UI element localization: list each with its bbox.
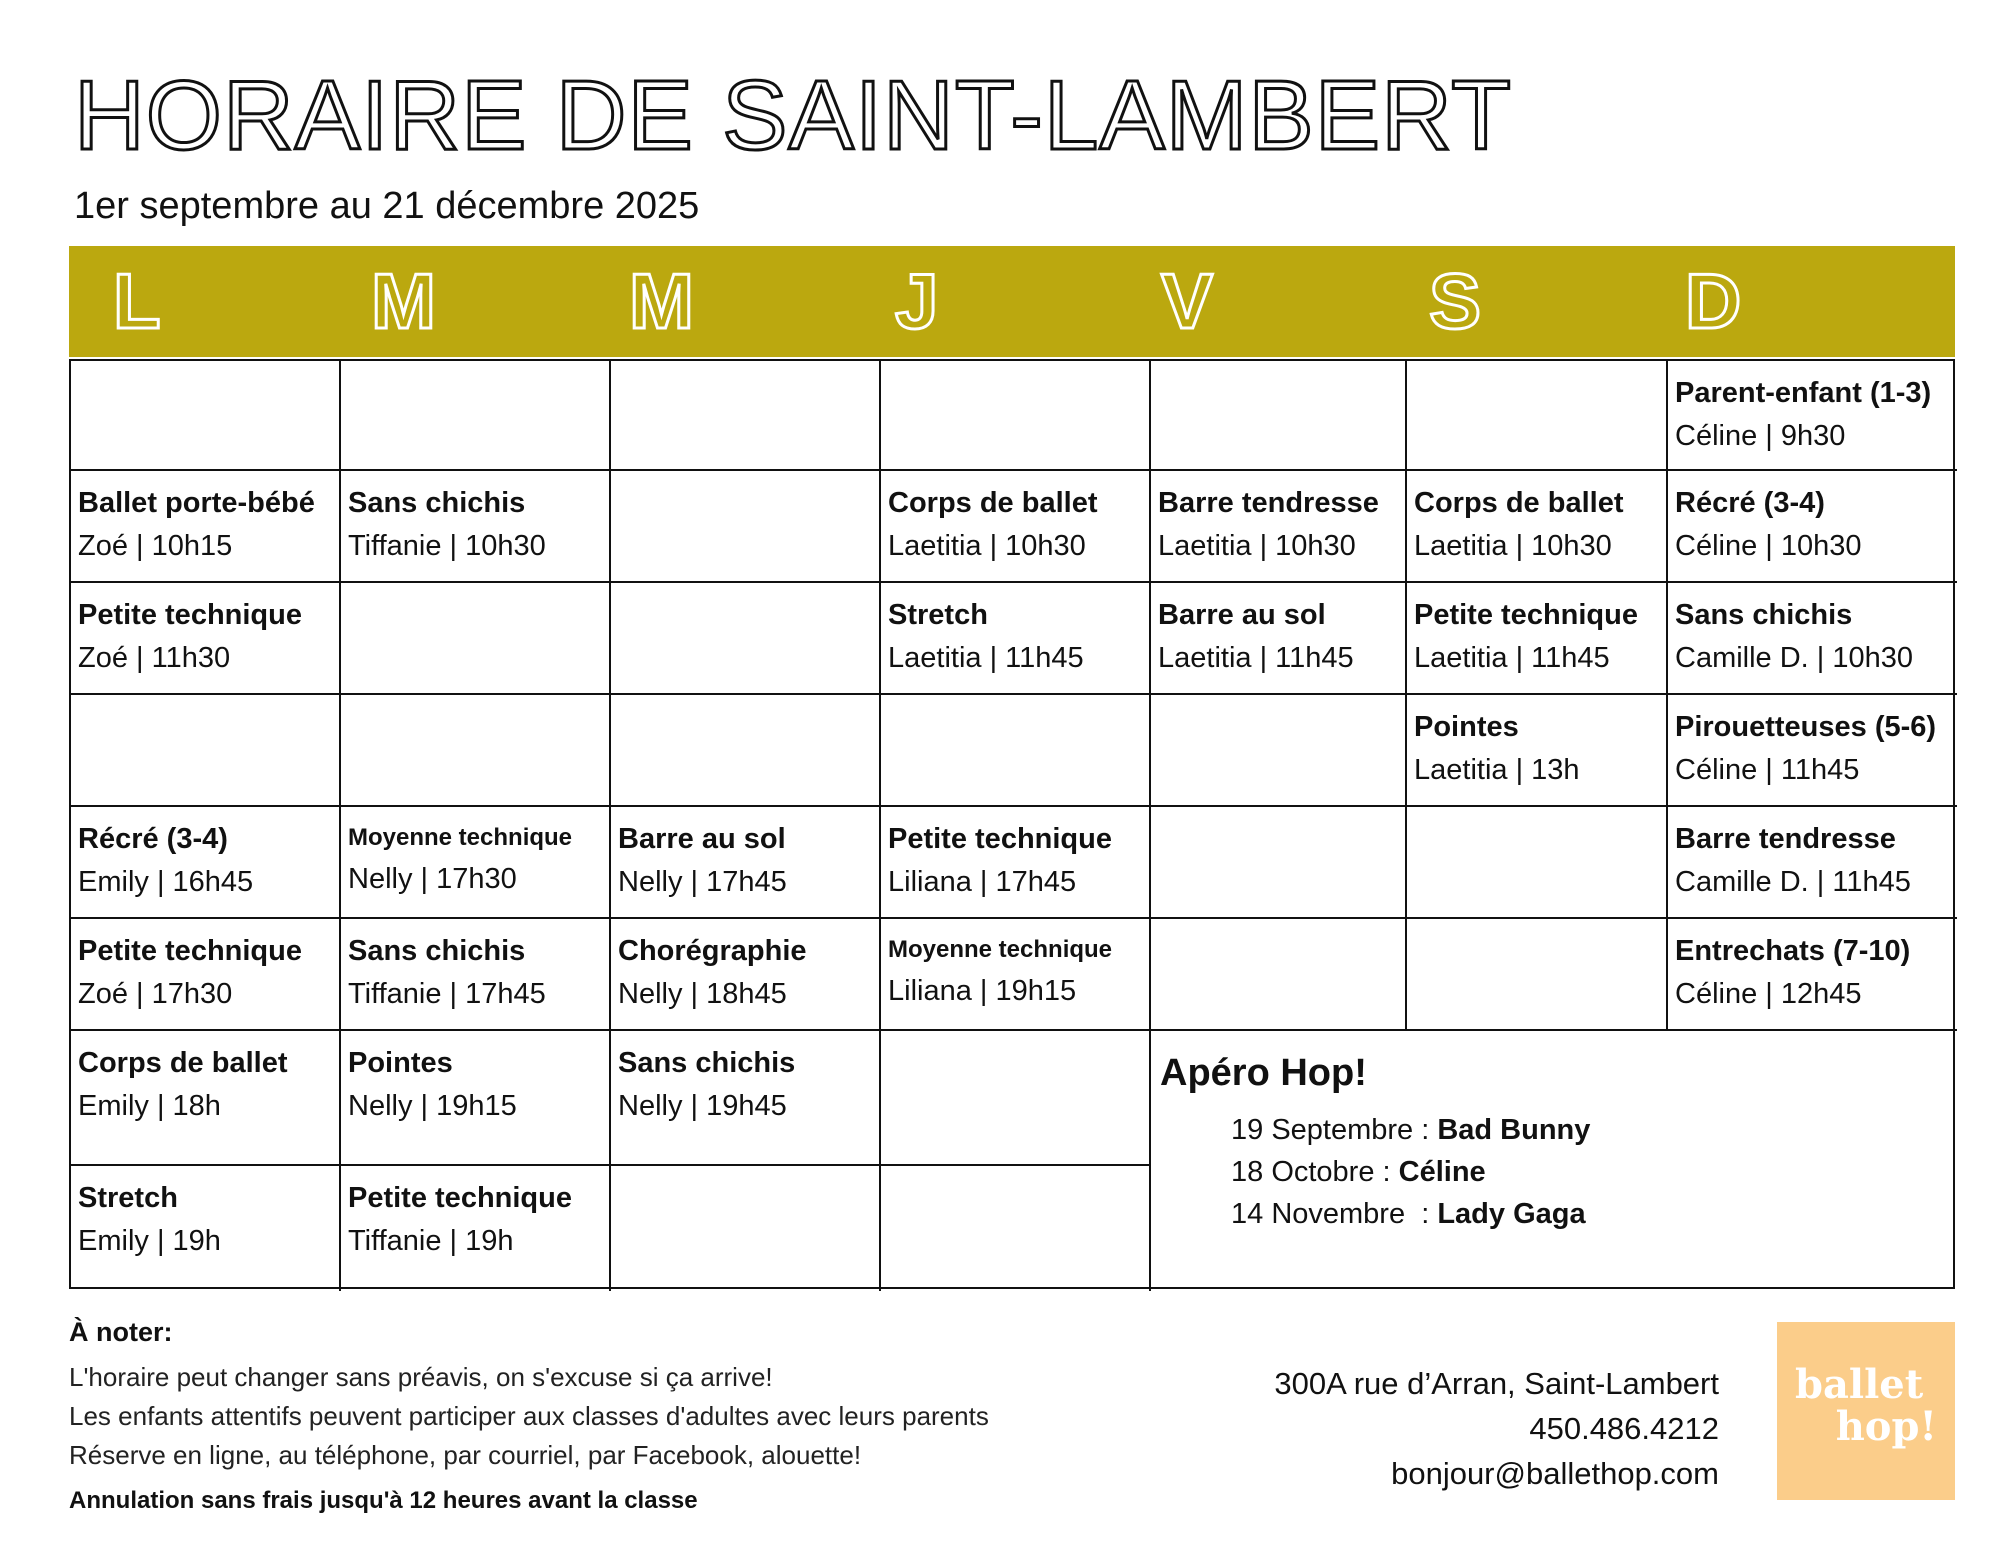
schedule-cell (1149, 917, 1407, 1031)
cancellation-policy: Annulation sans frais jusqu'à 12 heures avant la classe (69, 1487, 698, 1515)
schedule-cell (609, 1164, 881, 1291)
class-teacher-time: Laetitia | 10h30 (1158, 529, 1356, 562)
class-name: Corps de ballet (1414, 487, 1624, 519)
class-teacher-time: Tiffanie | 19h (348, 1224, 514, 1257)
notes-section (69, 1315, 989, 1515)
note-line: Les enfants attentifs peuvent participer aux classes d'adultes avec leurs parents (69, 1401, 989, 1432)
schedule-cell (1149, 469, 1407, 583)
schedule-cell (879, 1164, 1151, 1291)
date-range-subtitle: 1er septembre au 21 décembre 2025 (74, 185, 700, 227)
schedule-cell (879, 1029, 1151, 1166)
class-teacher-time: Céline | 9h30 (1675, 419, 1846, 452)
weekday-label: L (113, 257, 161, 345)
schedule-cell (339, 359, 611, 471)
schedule-cell (339, 693, 611, 807)
apero-artist: Céline (1398, 1155, 1486, 1188)
class-teacher-time: Laetitia | 11h45 (1414, 641, 1610, 674)
class-teacher-time: Laetitia | 10h30 (888, 529, 1086, 562)
class-name: Barre tendresse (1675, 823, 1896, 855)
class-name: Corps de ballet (888, 487, 1098, 519)
schedule-cell (1149, 581, 1407, 695)
class-name: Parent-enfant (1-3) (1675, 377, 1932, 409)
class-teacher-time: Emily | 19h (78, 1224, 221, 1257)
schedule-cell (1666, 469, 1957, 583)
schedule-cell (1666, 693, 1957, 807)
class-name: Moyenne technique (348, 824, 573, 851)
class-teacher-time: Nelly | 17h45 (618, 865, 787, 898)
class-teacher-time: Laetitia | 11h45 (888, 641, 1084, 674)
schedule-cell (339, 469, 611, 583)
weekday-label: M (371, 257, 436, 345)
apero-date: 18 Octobre : (1231, 1155, 1399, 1188)
class-teacher-time: Liliana | 17h45 (888, 865, 1077, 898)
class-name: Ballet porte-bébé (78, 487, 315, 519)
schedule-cell (69, 805, 341, 919)
apero-date: 19 Septembre : (1231, 1113, 1438, 1146)
class-teacher-time: Liliana | 19h15 (888, 974, 1077, 1007)
apero-date: 14 Novembre : (1231, 1197, 1438, 1230)
class-name: Barre au sol (618, 823, 786, 855)
apero-artist: Bad Bunny (1437, 1113, 1591, 1146)
apero-event (1160, 1151, 1948, 1193)
schedule-cell (879, 805, 1151, 919)
schedule-cell (339, 805, 611, 919)
schedule-cell (339, 1164, 611, 1291)
class-name: Sans chichis (618, 1047, 796, 1079)
phone-number[interactable]: 450.486.4212 (1529, 1410, 1719, 1446)
schedule-cell (1149, 693, 1407, 807)
note-line: Réserve en ligne, au téléphone, par courriel, par Facebook, alouette! (69, 1440, 862, 1471)
schedule-cell (69, 1164, 341, 1291)
schedule-cell (1666, 359, 1957, 471)
class-name: Stretch (888, 599, 988, 631)
class-name: Chorégraphie (618, 935, 807, 967)
schedule-cell (879, 581, 1151, 695)
schedule-cell (1405, 581, 1668, 695)
class-teacher-time: Tiffanie | 17h45 (348, 977, 546, 1010)
schedule-cell (879, 359, 1151, 471)
email-address[interactable]: bonjour@ballethop.com (1391, 1455, 1719, 1491)
class-name: Petite technique (348, 1182, 572, 1214)
class-name: Pirouetteuses (5-6) (1675, 711, 1937, 743)
class-teacher-time: Nelly | 17h30 (348, 862, 517, 895)
schedule-cell (609, 359, 881, 471)
class-name: Barre au sol (1158, 599, 1326, 631)
class-teacher-time: Camille D. | 11h45 (1675, 865, 1911, 898)
class-name: Pointes (348, 1047, 453, 1079)
schedule-cell (879, 469, 1151, 583)
class-teacher-time: Céline | 12h45 (1675, 977, 1862, 1010)
schedule-cell (609, 805, 881, 919)
class-teacher-time: Zoé | 11h30 (78, 641, 231, 674)
contact-block (1274, 1362, 1719, 1497)
ballet-hop-logo (1777, 1322, 1955, 1500)
logo-line-1: ballet (1795, 1361, 1924, 1408)
note-line: L'horaire peut changer sans préavis, on s'excuse si ça arrive! (69, 1362, 773, 1393)
schedule-cell (609, 917, 881, 1031)
schedule-cell (879, 917, 1151, 1031)
class-name: Petite technique (78, 599, 302, 631)
apero-event (1160, 1193, 1948, 1235)
class-teacher-time: Céline | 11h45 (1675, 753, 1860, 786)
schedule-cell (339, 917, 611, 1031)
class-name: Récré (3-4) (78, 823, 228, 855)
class-teacher-time: Céline | 10h30 (1675, 529, 1862, 562)
class-teacher-time: Laetitia | 10h30 (1414, 529, 1612, 562)
class-teacher-time: Zoé | 17h30 (78, 977, 233, 1010)
weekday-label: D (1685, 257, 1742, 345)
schedule-cell (1149, 359, 1407, 471)
class-name: Sans chichis (348, 487, 526, 519)
class-teacher-time: Nelly | 18h45 (618, 977, 787, 1010)
schedule-cell (1666, 805, 1957, 919)
schedule-cell (1405, 917, 1668, 1031)
class-name: Corps de ballet (78, 1047, 288, 1079)
weekday-label: S (1429, 257, 1482, 345)
class-teacher-time: Laetitia | 11h45 (1158, 641, 1354, 674)
weekday-label: J (895, 257, 939, 345)
schedule-cell (339, 1029, 611, 1166)
class-name: Barre tendresse (1158, 487, 1379, 519)
class-teacher-time: Camille D. | 10h30 (1675, 641, 1914, 674)
weekday-header-bar (69, 246, 1955, 357)
class-teacher-time: Tiffanie | 10h30 (348, 529, 546, 562)
schedule-cell (1405, 359, 1668, 471)
schedule-cell (609, 581, 881, 695)
class-teacher-time: Nelly | 19h15 (348, 1089, 517, 1122)
weekday-label: M (629, 257, 694, 345)
schedule-cell (609, 469, 881, 583)
schedule-cell (69, 359, 341, 471)
class-teacher-time: Zoé | 10h15 (78, 529, 233, 562)
class-name: Petite technique (888, 823, 1112, 855)
apero-artist: Lady Gaga (1437, 1197, 1586, 1230)
class-teacher-time: Emily | 16h45 (78, 865, 254, 898)
schedule-cell (69, 917, 341, 1031)
class-name: Pointes (1414, 711, 1519, 743)
schedule-cell (69, 469, 341, 583)
schedule-cell (69, 581, 341, 695)
class-teacher-time: Nelly | 19h45 (618, 1089, 787, 1122)
schedule-cell (339, 581, 611, 695)
schedule-cell (1405, 469, 1668, 583)
apero-hop-section (1151, 1031, 1957, 1291)
class-teacher-time: Emily | 18h (78, 1089, 221, 1122)
schedule-grid (69, 359, 1955, 1289)
schedule-cell (1405, 805, 1668, 919)
class-name: Petite technique (78, 935, 302, 967)
class-name: Entrechats (7-10) (1675, 935, 1911, 967)
schedule-cell (879, 693, 1151, 807)
notes-title: À noter: (69, 1317, 173, 1347)
address: 300A rue d’Arran, Saint-Lambert (1274, 1366, 1719, 1401)
schedule-cell (609, 1029, 881, 1166)
schedule-cell (1149, 805, 1407, 919)
schedule-cell (1405, 693, 1668, 807)
apero-event (1160, 1109, 1948, 1151)
logo-line-2: hop! (1835, 1403, 1937, 1450)
schedule-cell (1666, 917, 1957, 1031)
class-name: Sans chichis (348, 935, 526, 967)
schedule-cell (1666, 581, 1957, 695)
schedule-cell (69, 1029, 341, 1166)
class-name: Petite technique (1414, 599, 1638, 631)
class-name: Moyenne technique (888, 936, 1113, 963)
schedule-cell (609, 693, 881, 807)
class-teacher-time: Laetitia | 13h (1414, 753, 1580, 786)
page-title: HORAIRE DE SAINT-LAMBERT (74, 60, 1513, 170)
apero-title: Apéro Hop! (1160, 1052, 1367, 1094)
weekday-label: V (1161, 257, 1214, 345)
class-name: Sans chichis (1675, 599, 1853, 631)
class-name: Récré (3-4) (1675, 487, 1825, 519)
schedule-cell (69, 693, 341, 807)
class-name: Stretch (78, 1182, 178, 1214)
